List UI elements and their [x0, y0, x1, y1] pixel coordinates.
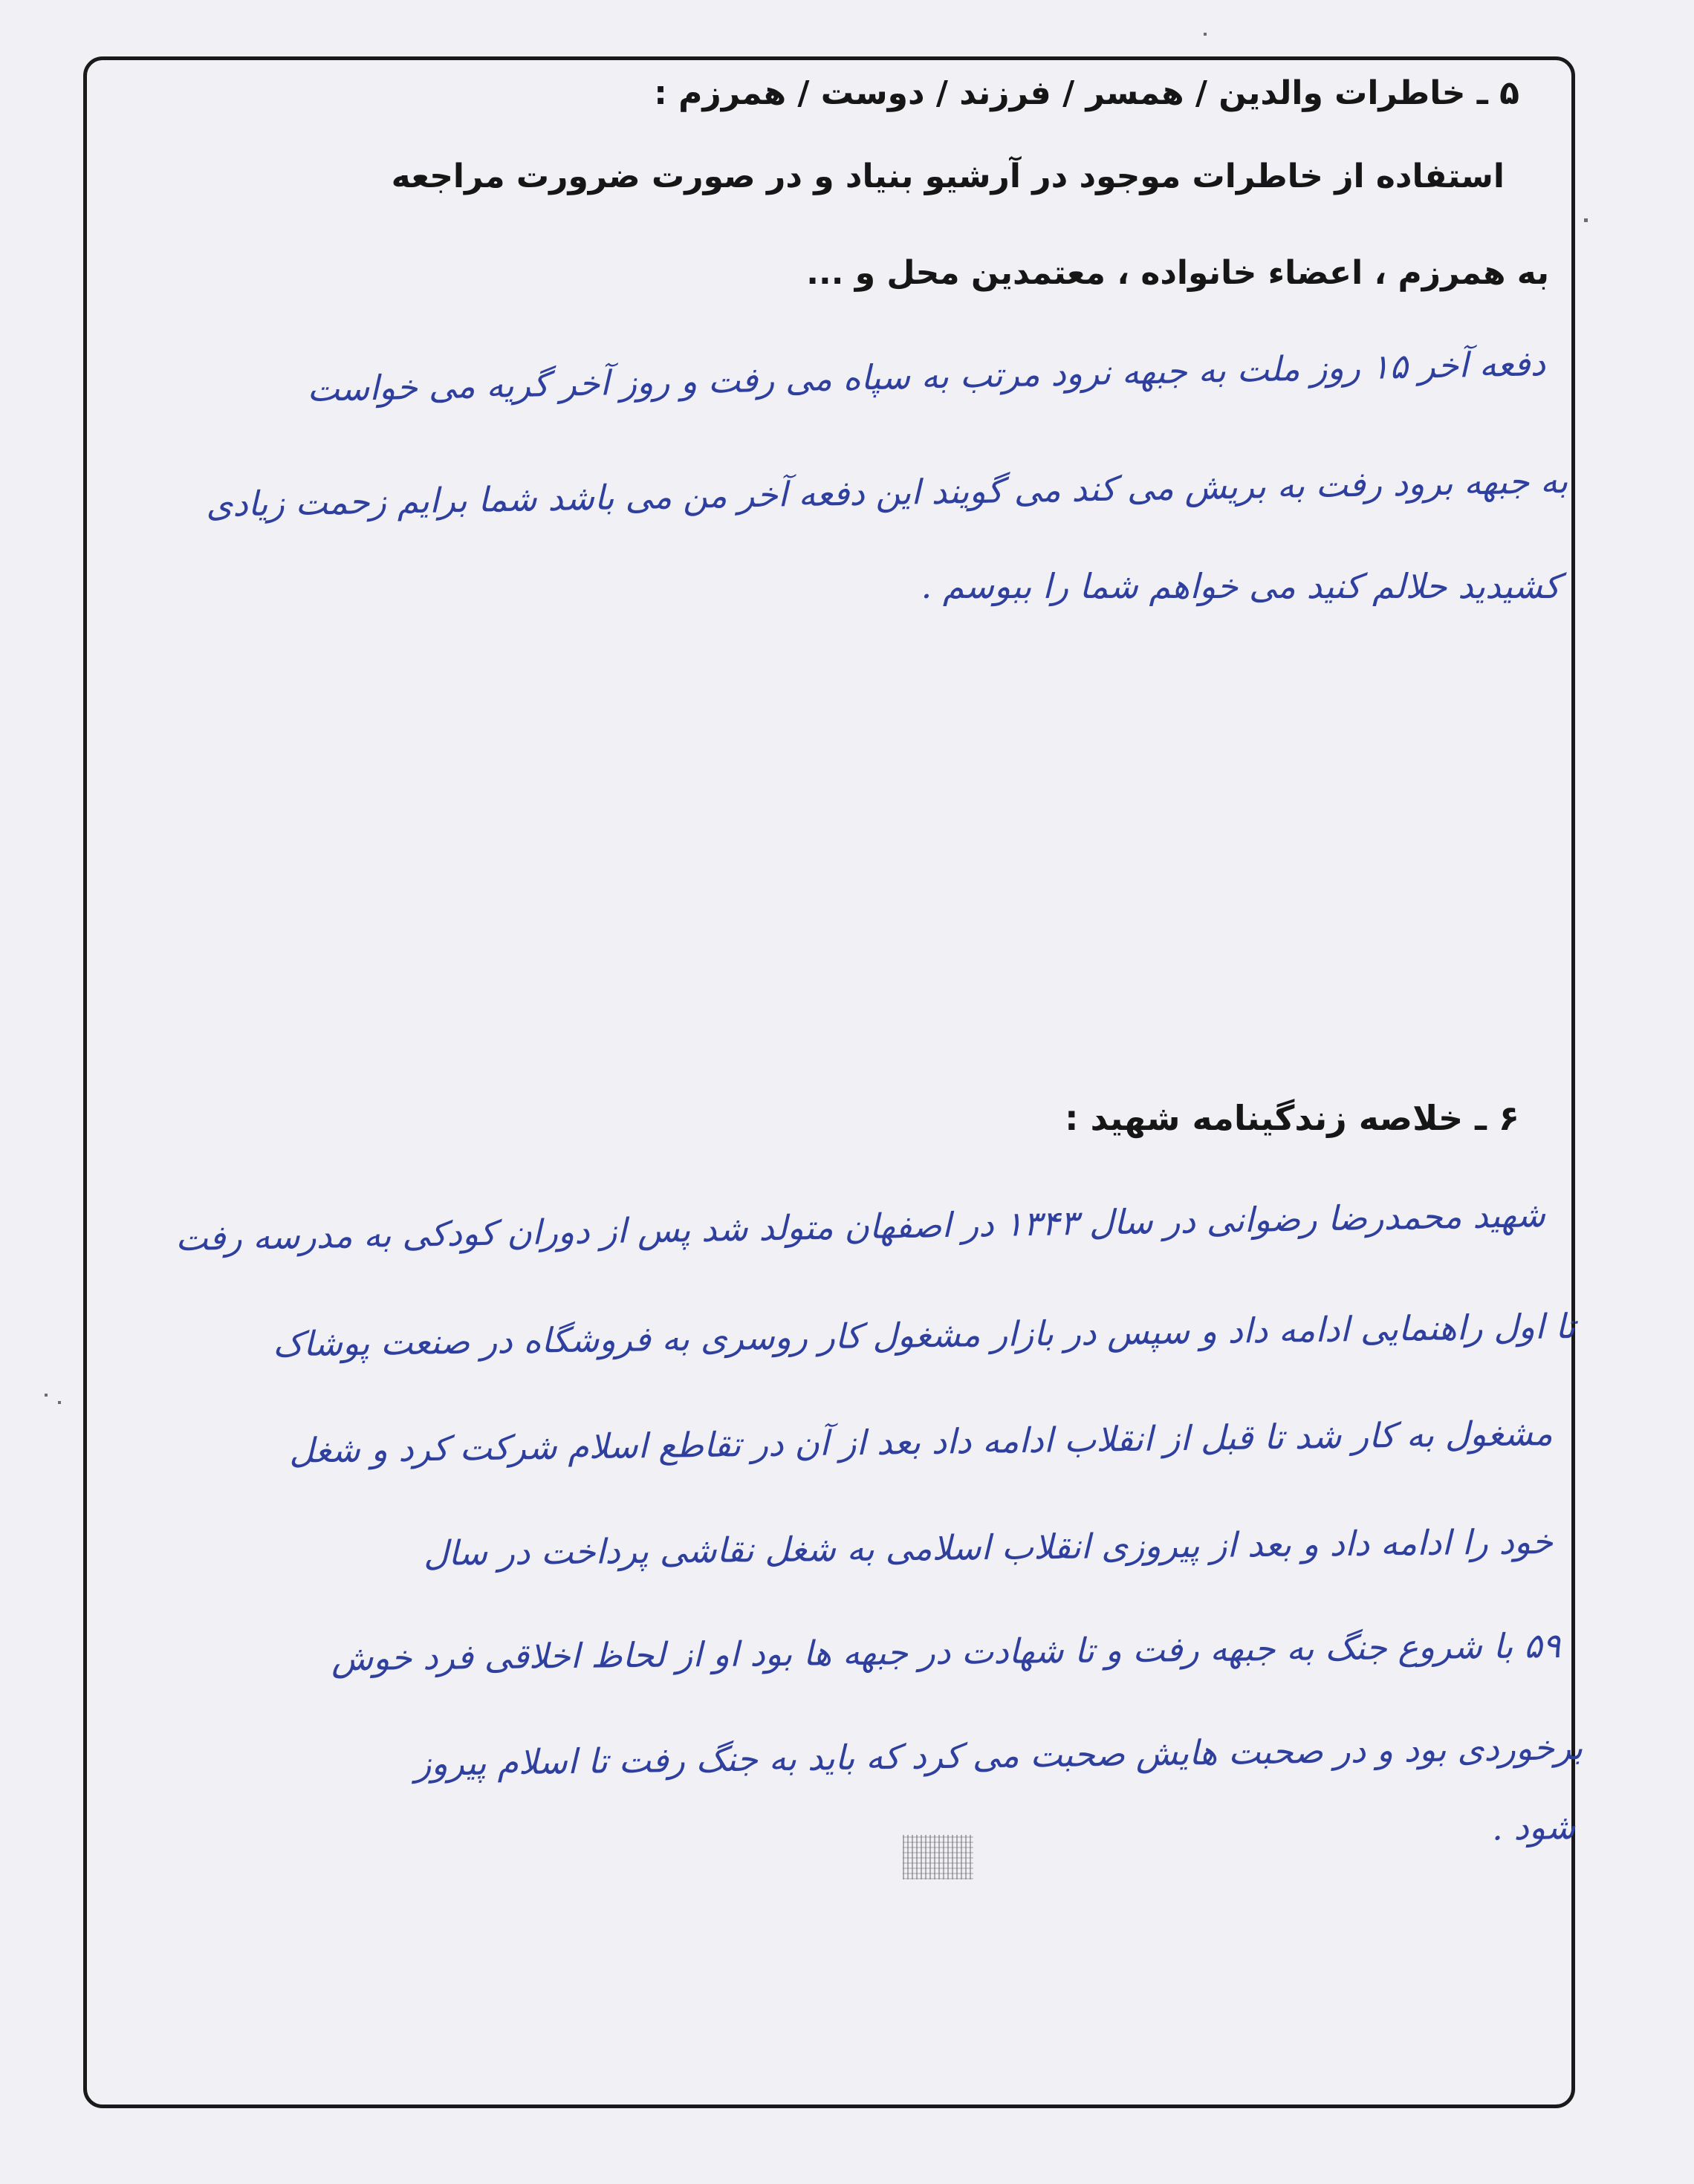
section6-handwritten-line: خود را ادامه داد و بعد از پیروزی انقلاب اسلامی به شغل نقاشی پرداخت در سال	[423, 1521, 1554, 1573]
section6-handwritten-line: شود .	[1491, 1807, 1576, 1848]
section6-handwritten-line: برخوردی بود و در صحبت هایش صحبت می کرد که باید به جنگ رفت تا اسلام پیروز	[414, 1727, 1583, 1784]
section6-handwritten-line: تا اول راهنمایی ادامه داد و سپس در بازار مشغول کار روسری به فروشگاه در صنعت پوشاک	[272, 1306, 1576, 1365]
section6-handwritten-line: مشغول به کار شد تا قبل از انقلاب ادامه داد بعد از آن در تقاطع اسلام شرکت کرد و شغل	[289, 1413, 1554, 1471]
section5-handwritten-line: کشیدید حلالم کنید می خواهم شما را ببوسم .	[921, 566, 1560, 606]
section6-handwritten-line: ۵۹ با شروع جنگ به جبهه رفت و تا شهادت در جبهه ها بود او از لحاظ اخلاقی فرد خوش	[331, 1625, 1561, 1679]
scan-dot	[1584, 218, 1588, 222]
section6-title: ۶ ـ خلاصه زندگینامه شهید :	[1065, 1098, 1519, 1138]
section5-handwritten-line: به جبهه برود رفت به بریش می کند می گویند این دفعه آخر من می باشد شما برایم زحمت زیادی	[205, 461, 1568, 524]
section5-description-line2: به همرزم ، اعضاء خانواده ، معتمدین محل و ...	[806, 254, 1549, 292]
scan-dot	[1204, 33, 1207, 36]
section5-title: ۵ ـ خاطرات والدین / همسر / فرزند / دوست / همرزم :	[654, 74, 1519, 112]
section5-handwritten-line: دفعه آخر ۱۵ روز ملت به جبهه نرود مرتب به سپاه می رفت و روز آخر گریه می خواست	[306, 343, 1546, 409]
section6-handwritten-line: شهید محمدرضا رضوانی در سال ۱۳۴۳ در اصفهان متولد شد پس از دوران کودکی به مدرسه رفت	[175, 1195, 1546, 1259]
scan-dot	[45, 1394, 48, 1397]
section5-description-line1: استفاده از خاطرات موجود در آرشیو بنیاد و در صورت ضرورت مراجعه	[391, 157, 1505, 195]
scan-noise-mark	[903, 1835, 973, 1879]
scan-dot	[58, 1401, 61, 1404]
